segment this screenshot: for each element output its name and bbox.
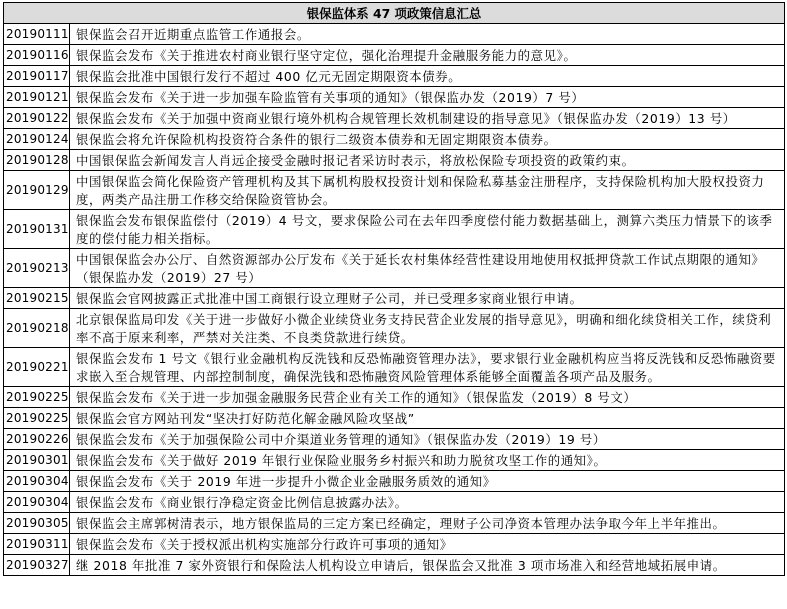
row-description: 银保监会将允许保险机构投资符合条件的银行二级资本债券和无固定期限资本债券。 bbox=[70, 129, 785, 150]
row-description: 银保监会批准中国银行发行不超过 400 亿元无固定期限资本债券。 bbox=[70, 66, 785, 87]
row-description: 银保监会主席郭树清表示，地方银保监局的三定方案已经确定，理财子公司净资本管理办法争取今年上半年推出。 bbox=[70, 513, 785, 534]
row-date: 20190116 bbox=[4, 45, 70, 66]
row-date: 20190305 bbox=[4, 513, 70, 534]
row-date: 20190225 bbox=[4, 387, 70, 408]
table-row bbox=[4, 24, 785, 45]
table-row bbox=[4, 348, 785, 387]
row-date: 20190124 bbox=[4, 129, 70, 150]
row-description: 银保监会发布《关于加强中资商业银行境外机构合规管理长效机制建设的指导意见》（银保监办发（2019）13 号） bbox=[70, 108, 785, 129]
row-description: 银保监会发布《关于进一步加强车险监管有关事项的通知》（银保监办发（2019）7 号） bbox=[70, 87, 785, 108]
table-header-row bbox=[4, 3, 785, 24]
table-row bbox=[4, 66, 785, 87]
row-description: 银保监会发布《关于推进农村商业银行坚守定位，强化治理提升金融服务能力的意见》。 bbox=[70, 45, 785, 66]
table-row bbox=[4, 555, 785, 576]
table-row bbox=[4, 513, 785, 534]
table-row bbox=[4, 129, 785, 150]
table-row bbox=[4, 210, 785, 249]
row-description: 银保监会发布《商业银行净稳定资金比例信息披露办法》。 bbox=[70, 492, 785, 513]
row-date: 20190311 bbox=[4, 534, 70, 555]
row-description: 银保监会官网披露正式批准中国工商银行设立理财子公司，并已受理多家商业银行申请。 bbox=[70, 288, 785, 309]
table-body bbox=[4, 24, 785, 576]
row-date: 20190304 bbox=[4, 471, 70, 492]
table-row bbox=[4, 87, 785, 108]
row-description: 银保监会官方网站刊发“坚决打好防范化解金融风险攻坚战” bbox=[70, 408, 785, 429]
row-description: 继 2018 年批准 7 家外资银行和保险法人机构设立申请后，银保监会又批准 3 项市场准入和经营地域拓展申请。 bbox=[70, 555, 785, 576]
row-date: 20190218 bbox=[4, 309, 70, 348]
row-description: 中国银保监会简化保险资产管理机构及其下属机构股权投资计划和保险私募基金注册程序，支持保险机构加大股权投资力度，两类产品注册工作移交给保险资管协会。 bbox=[70, 171, 785, 210]
row-date: 20190131 bbox=[4, 210, 70, 249]
table-title: 银保监体系 47 项政策信息汇总 bbox=[4, 3, 785, 24]
row-description: 中国银保监会办公厅、自然资源部办公厅发布《关于延长农村集体经营性建设用地使用权抵押贷款工作试点期限的通知》（银保监办发（2019）27 号） bbox=[70, 249, 785, 288]
row-description: 银保监会发布《关于 2019 年进一步提升小微企业金融服务质效的通知》 bbox=[70, 471, 785, 492]
row-date: 20190225 bbox=[4, 408, 70, 429]
row-date: 20190121 bbox=[4, 87, 70, 108]
table-row bbox=[4, 450, 785, 471]
table-row bbox=[4, 288, 785, 309]
policy-table bbox=[3, 2, 785, 576]
row-date: 20190215 bbox=[4, 288, 70, 309]
row-description: 银保监会发布《关于加强保险公司中介渠道业务管理的通知》（银保监办发（2019）19 号） bbox=[70, 429, 785, 450]
row-date: 20190213 bbox=[4, 249, 70, 288]
table-row bbox=[4, 249, 785, 288]
row-description: 中国银保监会新闻发言人肖远企接受金融时报记者采访时表示，将放松保险专项投资的政策约束。 bbox=[70, 150, 785, 171]
row-date: 20190226 bbox=[4, 429, 70, 450]
row-date: 20190304 bbox=[4, 492, 70, 513]
table-row bbox=[4, 171, 785, 210]
row-description: 银保监会发布银保监偿付（2019）4 号文，要求保险公司在去年四季度偿付能力数据基础上，测算六类压力情景下的该季度的偿付能力相关指标。 bbox=[70, 210, 785, 249]
table-row bbox=[4, 45, 785, 66]
table-row bbox=[4, 534, 785, 555]
row-date: 20190301 bbox=[4, 450, 70, 471]
row-date: 20190117 bbox=[4, 66, 70, 87]
row-description: 银保监会发布 1 号文《银行业金融机构反洗钱和反恐怖融资管理办法》，要求银行业金融机构应当将反洗钱和反恐怖融资要求嵌入至合规管理、内部控制制度，确保洗钱和恐怖融资风险管理体系能够全面覆盖各项产品及服务。 bbox=[70, 348, 785, 387]
row-date: 20190111 bbox=[4, 24, 70, 45]
table-row bbox=[4, 408, 785, 429]
row-description: 北京银保监局印发《关于进一步做好小微企业续贷业务支持民营企业发展的指导意见》，明确和细化续贷相关工作，续贷利率不高于原来利率，严禁对关注类、不良类贷款进行续贷。 bbox=[70, 309, 785, 348]
row-description: 银保监会发布《关于授权派出机构实施部分行政许可事项的通知》 bbox=[70, 534, 785, 555]
row-date: 20190129 bbox=[4, 171, 70, 210]
row-description: 银保监会发布《关于做好 2019 年银行业保险业服务乡村振兴和助力脱贫攻坚工作的通知》。 bbox=[70, 450, 785, 471]
row-description: 银保监会召开近期重点监管工作通报会。 bbox=[70, 24, 785, 45]
row-description: 银保监会发布《关于进一步加强金融服务民营企业有关工作的通知》（银保监发（2019）8 号文） bbox=[70, 387, 785, 408]
row-date: 20190122 bbox=[4, 108, 70, 129]
table-row bbox=[4, 387, 785, 408]
table-row bbox=[4, 492, 785, 513]
row-date: 20190327 bbox=[4, 555, 70, 576]
row-date: 20190128 bbox=[4, 150, 70, 171]
table-row bbox=[4, 108, 785, 129]
row-date: 20190221 bbox=[4, 348, 70, 387]
table-row bbox=[4, 150, 785, 171]
table-row bbox=[4, 309, 785, 348]
table-row bbox=[4, 471, 785, 492]
table-row bbox=[4, 429, 785, 450]
